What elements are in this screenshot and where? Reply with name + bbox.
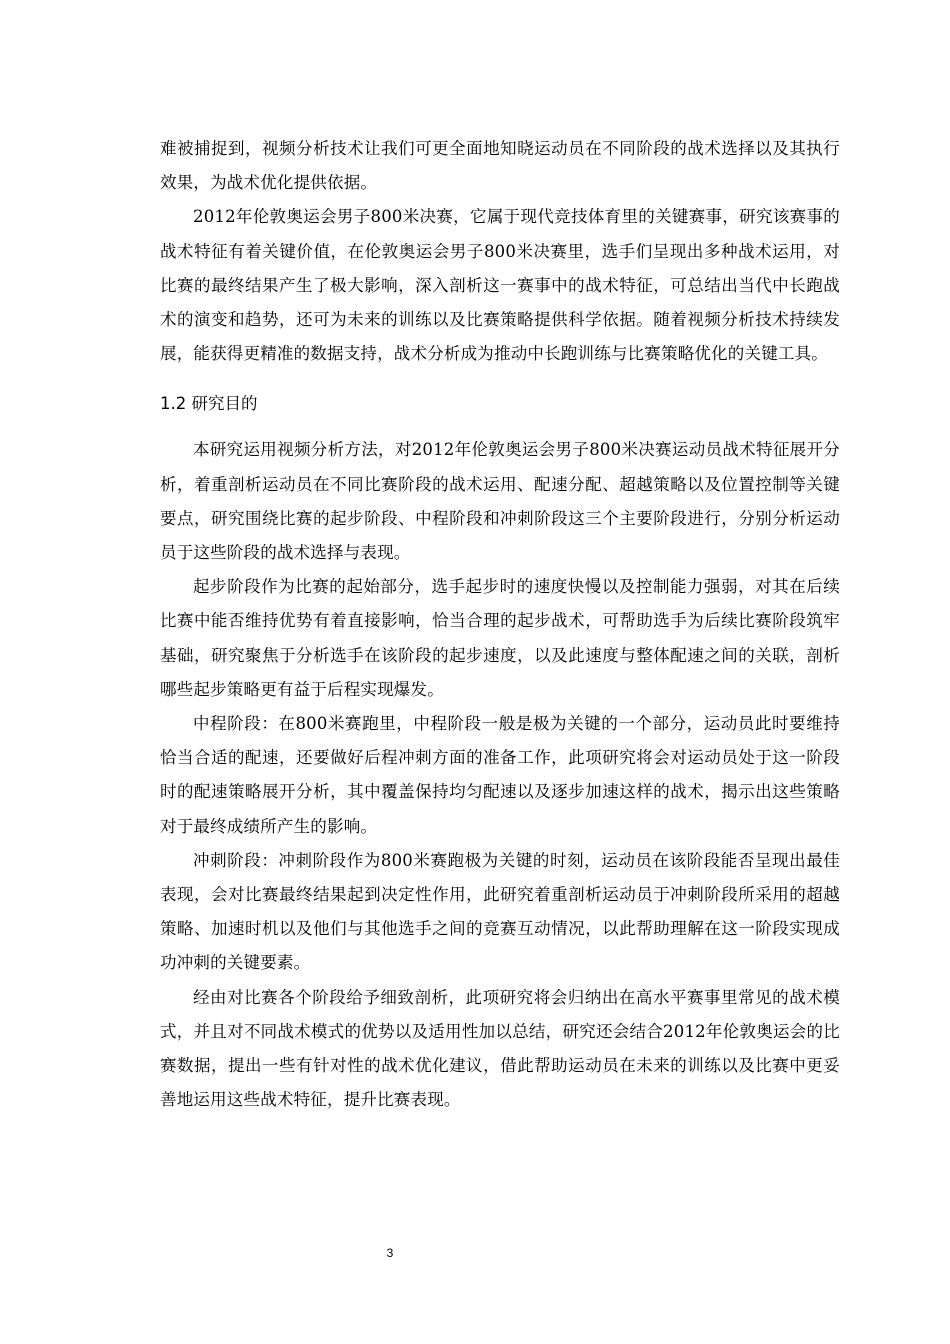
paragraph-start-phase: 起步阶段作为比赛的起始部分，选手起步时的速度快慢以及控制能力强弱，对其在后续比赛中能否维持优势有着直接影响，恰当合理的起步战术，可帮助选手为后续比赛阶段筑牢基础，研究聚焦于分析选手在该阶段的起步速度，以及此速度与整体配速之间的关联，剖析哪些起步策略更有益于后程实现爆发。 [160,577,840,699]
paragraph-sprint-phase: 冲刺阶段：冲刺阶段作为800米赛跑极为关键的时刻，运动员在该阶段能否呈现出最佳表现，会对比赛最终结果起到决定性作用，此研究着重剖析运动员于冲刺阶段所采用的超越策略、加速时机以及他们与其他选手之间的竞赛互动情况，以此帮助理解在这一阶段实现成功冲刺的关键要素。 [160,850,840,973]
paragraph-summary: 经由对比赛各个阶段给予细致剖析，此项研究将会归纳出在高水平赛事里常见的战术模式，并且对不同战术模式的优势以及适用性加以总结，研究还会结合2012年伦敦奥运会的比赛数据，提出一些有针对性的战术优化建议，借此帮助运动员在未来的训练以及比赛中更妥善地运用这些战术特征，提升比赛表现。 [160,987,840,1110]
paragraph-research-purpose: 本研究运用视频分析方法，对2012年伦敦奥运会男子800米决赛运动员战术特征展开分析，着重剖析运动员在不同比赛阶段的战术运用、配速分配、超越策略以及位置控制等关键要点，研究围绕比赛的起步阶段、中程阶段和冲刺阶段这三个主要阶段进行，分别分析运动员于这些阶段的战术选择与表现。 [160,440,840,563]
page-number: 3 [386,1246,394,1260]
document-body [160,132,840,1117]
paragraph-continued: 难被捕捉到，视频分析技术让我们可更全面地知晓运动员在不同阶段的战术选择以及其执行效果，为战术优化提供依据。 [160,139,840,193]
paragraph-middle-phase: 中程阶段：在800米赛跑里，中程阶段一般是极为关键的一个部分，运动员此时要维持恰当合适的配速，还要做好后程冲刺方面的准备工作，此项研究将会对运动员处于这一阶段时的配速策略展开分析，其中覆盖保持均匀配速以及逐步加速这样的战术，揭示出这些策略对于最终成绩所产生的影响。 [160,714,840,836]
paragraph-background: 2012年伦敦奥运会男子800米决赛，它属于现代竞技体育里的关键赛事，研究该赛事的战术特征有着关键价值，在伦敦奥运会男子800米决赛里，选手们呈现出多种战术运用，对比赛的最终结果产生了极大影响，深入剖析这一赛事中的战术特征，可总结出当代中长跑战术的演变和趋势，还可为未来的训练以及比赛策略提供科学依据。随着视频分析技术持续发展，能获得更精准的数据支持，战术分析成为推动中长跑训练与比赛策略优化的关键工具。 [160,207,840,364]
section-heading: 1.2 研究目的 [160,394,258,414]
